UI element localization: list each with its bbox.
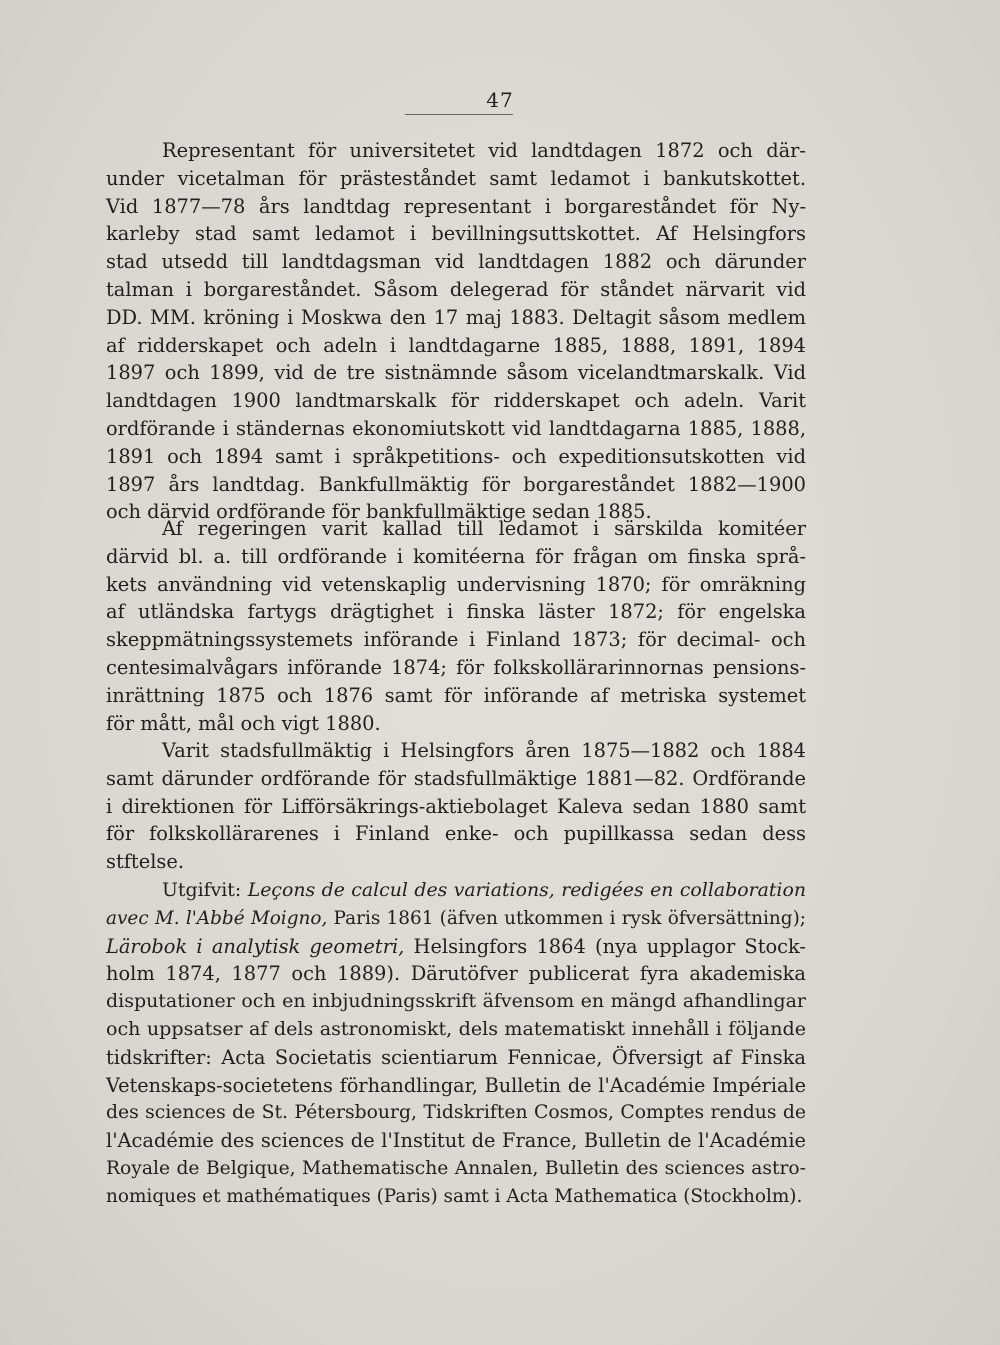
text-line: talman i borgareståndet. Såsom delegerad för ståndet närvarit vid xyxy=(106,277,806,301)
text-line: Af regeringen varit kallad till ledamot i särskilda komitéer xyxy=(162,517,806,540)
text-line: landtdagen 1900 landtmarskalk för ridderskapet och adeln. Varit xyxy=(106,389,806,413)
text-line: disputationer och en inbjudningsskrift äfvensom en mängd afhandlingar xyxy=(106,990,806,1013)
text-line: skeppmätningssystemets införande i Finland 1873; för decimal- och xyxy=(106,628,806,652)
text-line: holm 1874, 1877 och 1889). Därutöfver publicerat fyra akademiska xyxy=(106,962,806,986)
text-line: under vicetalman för prästeståndet samt ledamot i bankutskottet. xyxy=(106,166,806,190)
text-line: inrättning 1875 och 1876 samt för införande af metriska systemet xyxy=(106,683,806,707)
book-title-lecons: Leçons de calcul des variations, redigées en collaboration xyxy=(247,879,806,901)
text-line: samt därunder ordförande för stadsfullmäktige 1881—82. Ordförande xyxy=(106,766,806,790)
text-line: 1897 års landtdag. Bankfullmäktig för borgareståndet 1882—1900 xyxy=(106,472,806,496)
text-line: 1891 och 1894 samt i språkpetitions- och expeditionsutskotten vid xyxy=(106,444,806,468)
text-line: för folkskollärarenes i Finland enke- och pupillkassa sedan dess xyxy=(106,822,806,846)
text-segment: Paris 1861 (äfven utkommen i rysk öfversättning); xyxy=(327,907,806,929)
text-line: l'Académie des sciences de l'Institut de France, Bulletin de l'Académie xyxy=(106,1129,806,1153)
text-line xyxy=(106,905,806,933)
text-line: stad utsedd till landtdagsman vid landtdagen 1882 och därunder xyxy=(106,250,806,274)
paragraph-publications xyxy=(106,877,806,1211)
text-line: nomiques et mathématiques (Paris) samt i Acta Mathematica (Stockholm). xyxy=(106,1185,803,1207)
book-title-larobok: Lärobok i analytisk geometri, xyxy=(106,934,405,958)
text-line: karleby stad samt ledamot i bevillningsuttskottet. Af Helsingfors xyxy=(106,222,806,246)
paragraph-representation xyxy=(106,137,806,526)
text-line: tidskrifter: Acta Societatis scientiarum Fennicae, Öfversigt af Finska xyxy=(106,1045,806,1069)
text-line: för mått, mål och vigt 1880. xyxy=(106,711,381,735)
text-line: stftelse. xyxy=(106,850,184,874)
text-line: centesimalvågars införande 1874; för folkskollärarinnornas pensions- xyxy=(106,655,806,679)
text-line xyxy=(106,877,806,905)
text-line: Vetenskaps-societetens förhandlingar, Bulletin de l'Académie Impériale xyxy=(106,1073,806,1097)
text-line: ordförande i ständernas ekonomiutskott vid landtdagarna 1885, 1888, xyxy=(106,416,806,440)
text-line: des sciences de St. Pétersbourg, Tidskriften Cosmos, Comptes rendus de xyxy=(106,1102,806,1124)
page-number: 47 xyxy=(486,88,514,112)
text-line: Royale de Belgique, Mathematische Annalen, Bulletin des sciences astro- xyxy=(106,1157,806,1179)
publications-lead: Utgifvit: xyxy=(162,879,248,901)
text-line: af utländska fartygs drägtighet i finska läster 1872; för engelska xyxy=(106,600,806,624)
text-line: kets användning vid vetenskaplig undervisning 1870; för omräkning xyxy=(106,572,806,596)
text-segment: Helsingfors 1864 (nya upplagor Stock- xyxy=(404,934,806,958)
text-line: Vid 1877—78 års landtdag representant i borgareståndet för Ny- xyxy=(106,194,806,218)
book-title-lecons-cont: avec M. l'Abbé Moigno, xyxy=(106,907,328,929)
text-line: Representant för universitetet vid landtdagen 1872 och där- xyxy=(162,139,806,162)
text-line: och därvid ordförande för bankfullmäktige sedan 1885. xyxy=(106,500,652,524)
paragraph-municipal xyxy=(106,737,806,876)
text-line: af ridderskapet och adeln i landtdagarne 1885, 1888, 1891, 1894 xyxy=(106,333,806,357)
text-line: Varit stadsfullmäktig i Helsingfors åren 1875—1882 och 1884 xyxy=(162,739,806,762)
text-line: 1897 och 1899, vid de tre sistnämnde såsom vicelandtmarskalk. Vid xyxy=(106,361,806,385)
paragraph-committees xyxy=(106,515,806,737)
text-line: DD. MM. kröning i Moskwa den 17 maj 1883. Deltagit såsom medlem xyxy=(106,305,806,329)
text-line: i direktionen för Lifförsäkrings-aktiebolaget Kaleva sedan 1880 samt xyxy=(106,794,806,818)
text-line xyxy=(106,933,806,961)
text-line: och uppsatser af dels astronomiskt, dels matematiskt innehåll i följande xyxy=(106,1017,806,1040)
text-line: därvid bl. a. till ordförande i komitéerna för frågan om finska språ- xyxy=(106,544,806,568)
page-number-rule xyxy=(405,114,513,115)
